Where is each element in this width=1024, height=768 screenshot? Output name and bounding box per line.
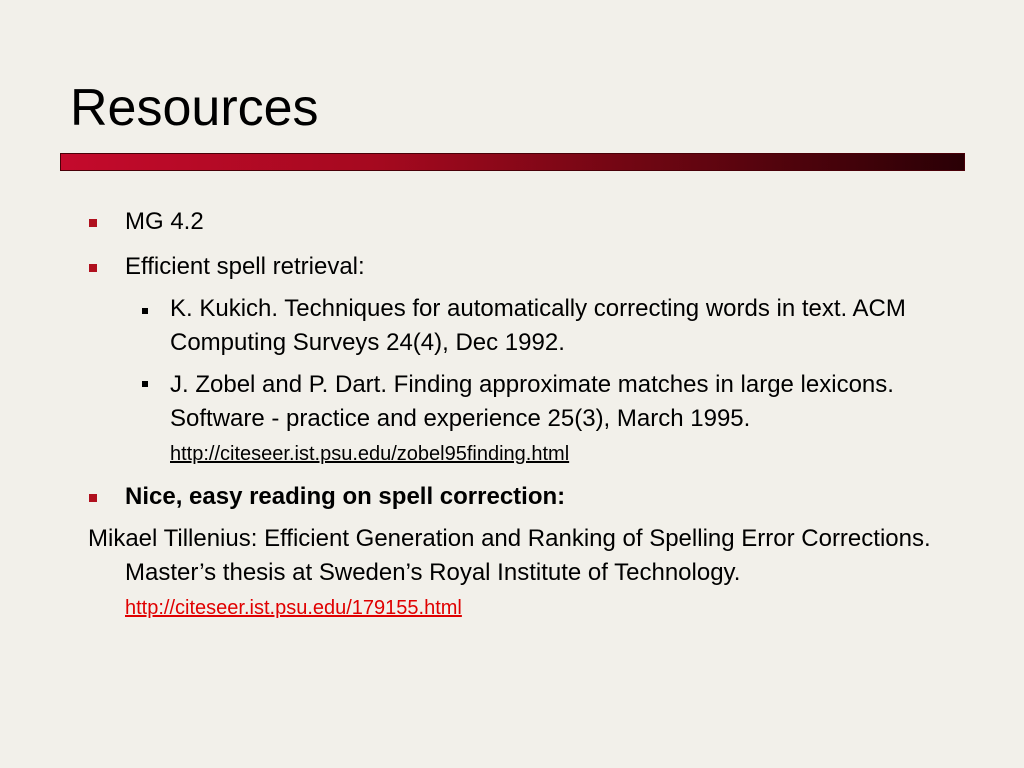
zobel-citeseer-link[interactable]: http://citeseer.ist.psu.edu/zobel95finding.html — [170, 443, 570, 465]
bullet-marker — [89, 494, 97, 502]
reference-zobel-dart — [170, 368, 930, 471]
bullet-mg-4-2: MG 4.2 — [125, 208, 204, 235]
sub-bullet-marker — [142, 381, 148, 387]
bullet-marker — [89, 219, 97, 227]
reference-kukich: K. Kukich. Techniques for automatically correcting words in text. ACM Computing Surveys 24(4), Dec 1992. — [170, 295, 906, 356]
tillenius-reference-text: Mikael Tillenius: Efficient Generation and Ranking of Spelling Error Corrections. Master’s thesis at Sweden’s Royal Institute of Technology. — [88, 525, 931, 586]
sub-bullet-marker — [142, 308, 148, 314]
bullet-efficient-spell-retrieval: Efficient spell retrieval: — [125, 253, 365, 280]
slide-title: Resources — [70, 79, 319, 137]
reference-zobel-dart-text: J. Zobel and P. Dart. Finding approximate matches in large lexicons. Software - practice and experience 25(3), March 1995. — [170, 371, 894, 432]
title-underline-bar — [60, 153, 965, 171]
tillenius-reference — [88, 522, 985, 625]
bullet-nice-easy-reading: Nice, easy reading on spell correction: — [125, 483, 566, 510]
tillenius-citeseer-link[interactable]: http://citeseer.ist.psu.edu/179155.html — [125, 597, 462, 619]
bullet-marker — [89, 264, 97, 272]
